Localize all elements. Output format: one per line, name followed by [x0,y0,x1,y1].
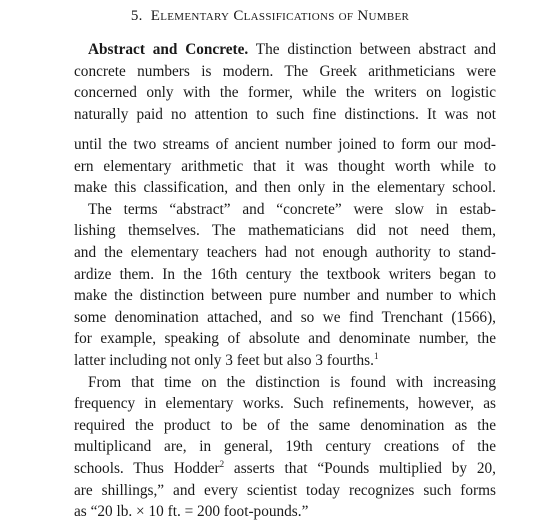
runin-heading: Abstract and Concrete. [88,41,249,58]
text-line: until the two streams of ancient number joined to form our mod- [74,136,496,153]
footnote-mark: 2 [219,458,225,469]
text-line: frequency in elementary works. Such refinements, however, as [74,395,496,413]
paragraph-abstract-concrete [74,39,496,125]
text-line: ardize them. In the 16th century the textbook writers began to [74,265,496,283]
text-line: concerned only with the former, while the writers on logistic [74,84,496,102]
text-line: lishing themselves. The mathematicians did not need them, [74,222,496,240]
text-line: make this classification, and then only in the elementary school. [74,179,496,197]
text-line: Abstract and Concrete. The distinction between abstract and [88,41,496,58]
text-line: The terms “abstract” and “concrete” were slow in estab- [88,200,496,218]
text-line: for example, speaking of absolute and denominate number, the [74,330,496,348]
text-line: From that time on the distinction is found with increasing [88,373,496,391]
text-line: as “20 lb. × 10 ft. = 200 foot-pounds.” [74,503,309,521]
text-line: and the elementary teachers had not enough authority to stand- [74,243,496,261]
section-heading [0,8,540,25]
text-line: ern elementary arithmetic that it was thought worth while to [74,157,496,175]
text-line: multiplicand are, in general, 19th century creations of the [74,438,496,456]
text-line: are shillings,” and every scientist today recognizes such forms [74,481,496,499]
section-number: 5. [130,8,143,24]
text-line: concrete numbers is modern. The Greek arithmeticians were [74,62,496,80]
text-line: some denomination attached, and so we find Trenchant (1566), [74,308,496,326]
section-title: Elementary Classifications of Number [150,8,410,24]
paragraph-continued [74,134,496,523]
text-line: required the product to be of the same denomination as the [74,416,496,434]
footnote-mark: 1 [373,350,379,361]
text-line: naturally paid no attention to such fine distinctions. It was not [74,105,496,123]
text-line: make the distinction between pure number and number to which [74,287,496,305]
text-line: schools. Thus Hodder$^2$ asserts that “Pounds multiplied by 20, [74,458,496,477]
text-line: latter including not only 3 feet but also 3 fourths.$^1$ [74,350,379,369]
